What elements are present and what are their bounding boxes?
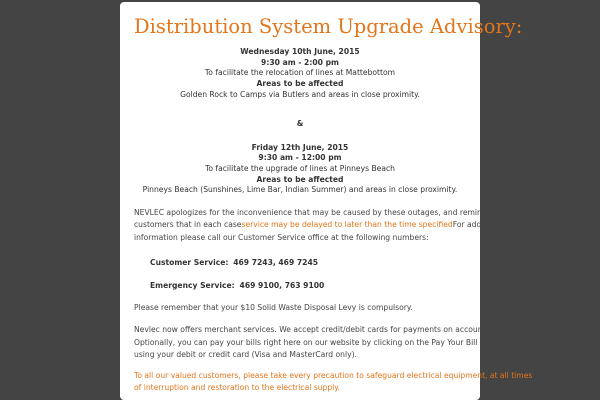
customer-service-numbers: 469 7243, 469 7245	[233, 257, 319, 267]
outage-1	[134, 47, 466, 101]
apology-line-1: NEVLEC apologizes for the inconvenience that may be caused by these outages, and reminds	[134, 208, 491, 218]
apology-paragraph	[134, 207, 505, 244]
emergency-service-contact	[150, 281, 466, 291]
outage-2-purpose: To facilitate the upgrade of lines at Pinneys Beach	[204, 163, 395, 173]
outage-1-areas: Golden Rock to Camps via Butlers and areas in close proximity.	[180, 89, 420, 99]
levy-notice: Please remember that your $10 Solid Waste Disposal Levy is compulsory.	[134, 302, 413, 312]
outage-1-date: Wednesday 10th June, 2015	[240, 47, 360, 56]
outage-2-areas-heading: Areas to be affected	[256, 174, 344, 184]
merchant-line-2: Optionally, you can pay your bills right here on our website by clicking on the Pay Your Bill button and	[134, 337, 522, 347]
apology-line-2-start: customers that in each case	[134, 220, 242, 230]
precaution-line-1: To all our valued customers, please take every precaution to safeguard electrical equipment, at all times	[134, 371, 533, 381]
page-title: Distribution System Upgrade Advisory:	[134, 15, 523, 38]
outage-2-areas: Pinneys Beach (Sunshines, Lime Bar, Indian Summer) and areas in close proximity.	[142, 185, 458, 195]
merchant-services-paragraph	[134, 324, 522, 361]
emergency-service-label: Emergency Service:	[150, 280, 235, 290]
apology-line-2	[134, 219, 505, 231]
precaution-line-2: of interruption and restoration to the electrical supply.	[134, 383, 341, 393]
customer-service-label: Customer Service:	[150, 257, 229, 267]
outage-2-date: Friday 12th June, 2015	[251, 142, 349, 152]
precaution-notice	[134, 370, 533, 395]
outage-2	[134, 143, 466, 197]
service-delay-notice: service may be delayed to later than the time specified	[241, 220, 453, 230]
merchant-line-1: Nevlec now offers merchant services. We accept credit/debit cards for payments on accounts.	[134, 325, 492, 335]
advisory-panel	[120, 2, 533, 400]
emergency-service-numbers: 469 9100, 763 9100	[239, 280, 325, 290]
customer-service-contact	[150, 258, 466, 268]
outage-2-time: 9:30 am - 12:00 pm	[258, 153, 342, 163]
merchant-line-3: using your debit or credit card (Visa and MasterCard only).	[134, 349, 357, 359]
apology-line-2-end: For additional	[452, 220, 505, 230]
apology-line-3: information please call our Customer Service office at the following numbers:	[134, 232, 429, 242]
outage-1-time: 9:30 am - 2:00 pm	[261, 57, 339, 67]
outage-1-areas-heading: Areas to be affected	[256, 79, 344, 89]
ampersand-separator: &	[296, 118, 304, 128]
outage-1-purpose: To facilitate the relocation of lines at Mattebottom	[204, 68, 396, 78]
